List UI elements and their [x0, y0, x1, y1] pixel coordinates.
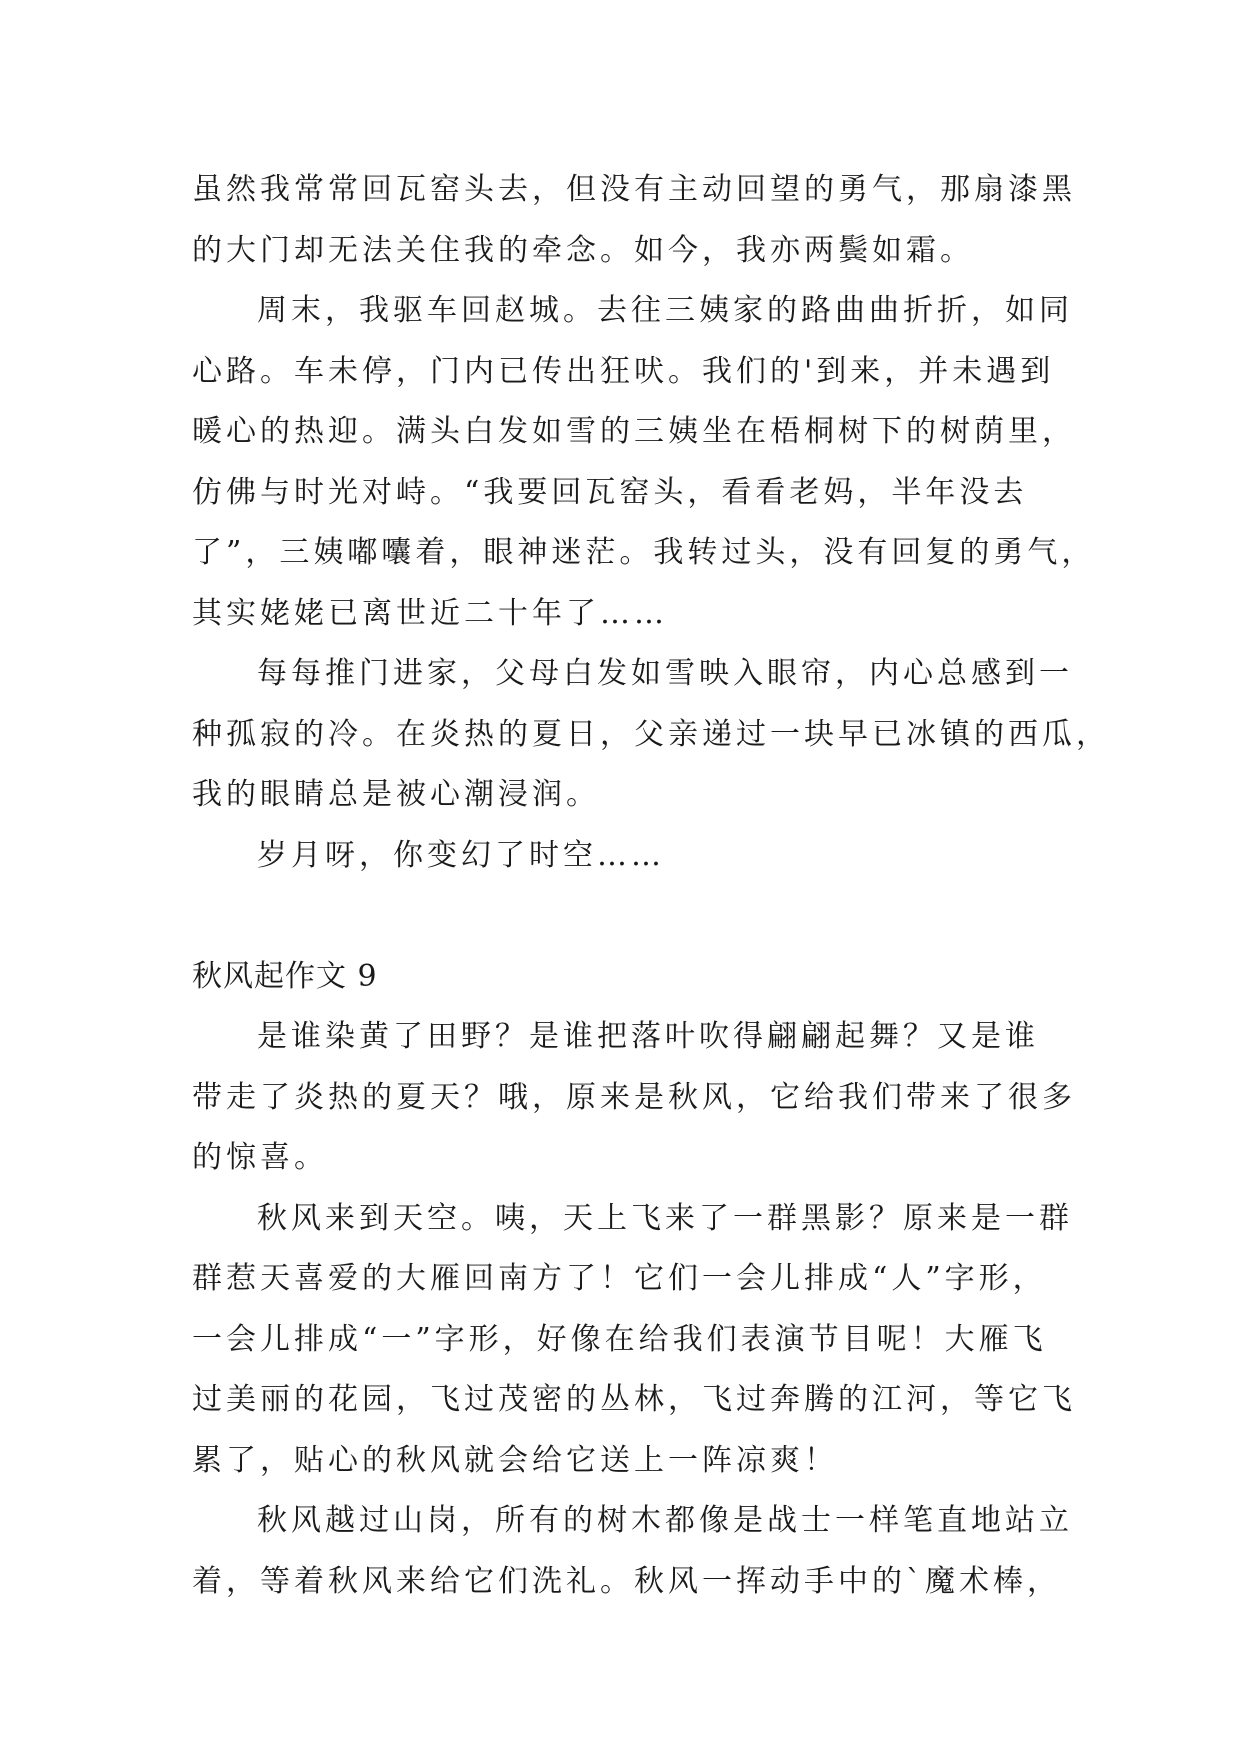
text-line: 每每推门进家，父母白发如雪映入眼帘，内心总感到一 — [257, 656, 1073, 691]
text-line: 种孤寂的冷。在炎热的夏日，父亲递过一块早已冰镇的西瓜， — [192, 716, 1110, 752]
text-line: 心路。车未停，门内已传出狂吠。我们的'到来，并未遇到 — [192, 353, 1055, 389]
paragraph — [192, 644, 1110, 826]
text-line: 岁月呀，你变幻了时空…… — [257, 837, 665, 873]
text-line: 的惊喜。 — [192, 1140, 328, 1175]
text-line: 过美丽的花园，飞过茂密的丛林，飞过奔腾的江河，等它飞 — [192, 1382, 1076, 1417]
text-line: 我的眼睛总是被心潮浸润。 — [192, 777, 600, 812]
text-line: 其实姥姥已离世近二十年了…… — [192, 595, 668, 631]
text-line: 一会儿排成“一”字形，好像在给我们表演节目呢！大雁飞 — [192, 1321, 1047, 1357]
section-title: 秋风起作文 9 — [192, 958, 378, 994]
text-line: 秋风越过山岗，所有的树木都像是战士一样笔直地站立 — [257, 1503, 1073, 1538]
text-line: 仿佛与时光对峙。“我要回瓦窑头，看看老妈，半年没去 — [192, 474, 1028, 510]
text-line: 秋风来到天空。咦，天上飞来了一群黑影？原来是一群 — [257, 1200, 1073, 1236]
text-line: 暖心的热迎。满头白发如雪的三姨坐在梧桐树下的树荫里， — [192, 414, 1076, 449]
text-line: 了”，三姨嘟囔着，眼神迷茫。我转过头，没有回复的勇气， — [192, 535, 1096, 570]
paragraph — [192, 1189, 1076, 1492]
paragraph — [192, 1007, 1076, 1189]
text-line: 群惹天喜爱的大雁回南方了！它们一会儿排成“人”字形， — [192, 1261, 1047, 1296]
document-page — [192, 160, 1110, 1612]
paragraph — [192, 281, 1096, 644]
text-line: 着，等着秋风来给它们洗礼。秋风一挥动手中的`魔术棒， — [192, 1563, 1061, 1599]
paragraph — [192, 160, 1076, 281]
text-line: 是谁染黄了田野？是谁把落叶吹得翩翩起舞？又是谁 — [257, 1019, 1039, 1054]
text-line: 累了，贴心的秋风就会给它送上一阵凉爽！ — [192, 1442, 838, 1478]
text-line: 周末，我驱车回赵城。去往三姨家的路曲曲折折，如同 — [257, 293, 1073, 328]
paragraph — [192, 1491, 1073, 1612]
text-line: 虽然我常常回瓦窑头去，但没有主动回望的勇气，那扇漆黑 — [192, 172, 1076, 207]
text-line: 的大门却无法关住我的牵念。如今，我亦两鬓如霜。 — [192, 232, 974, 268]
text-line: 带走了炎热的夏天？哦，原来是秋风，它给我们带来了很多 — [192, 1079, 1076, 1115]
section-gap — [192, 886, 1052, 947]
paragraph — [192, 826, 1052, 887]
